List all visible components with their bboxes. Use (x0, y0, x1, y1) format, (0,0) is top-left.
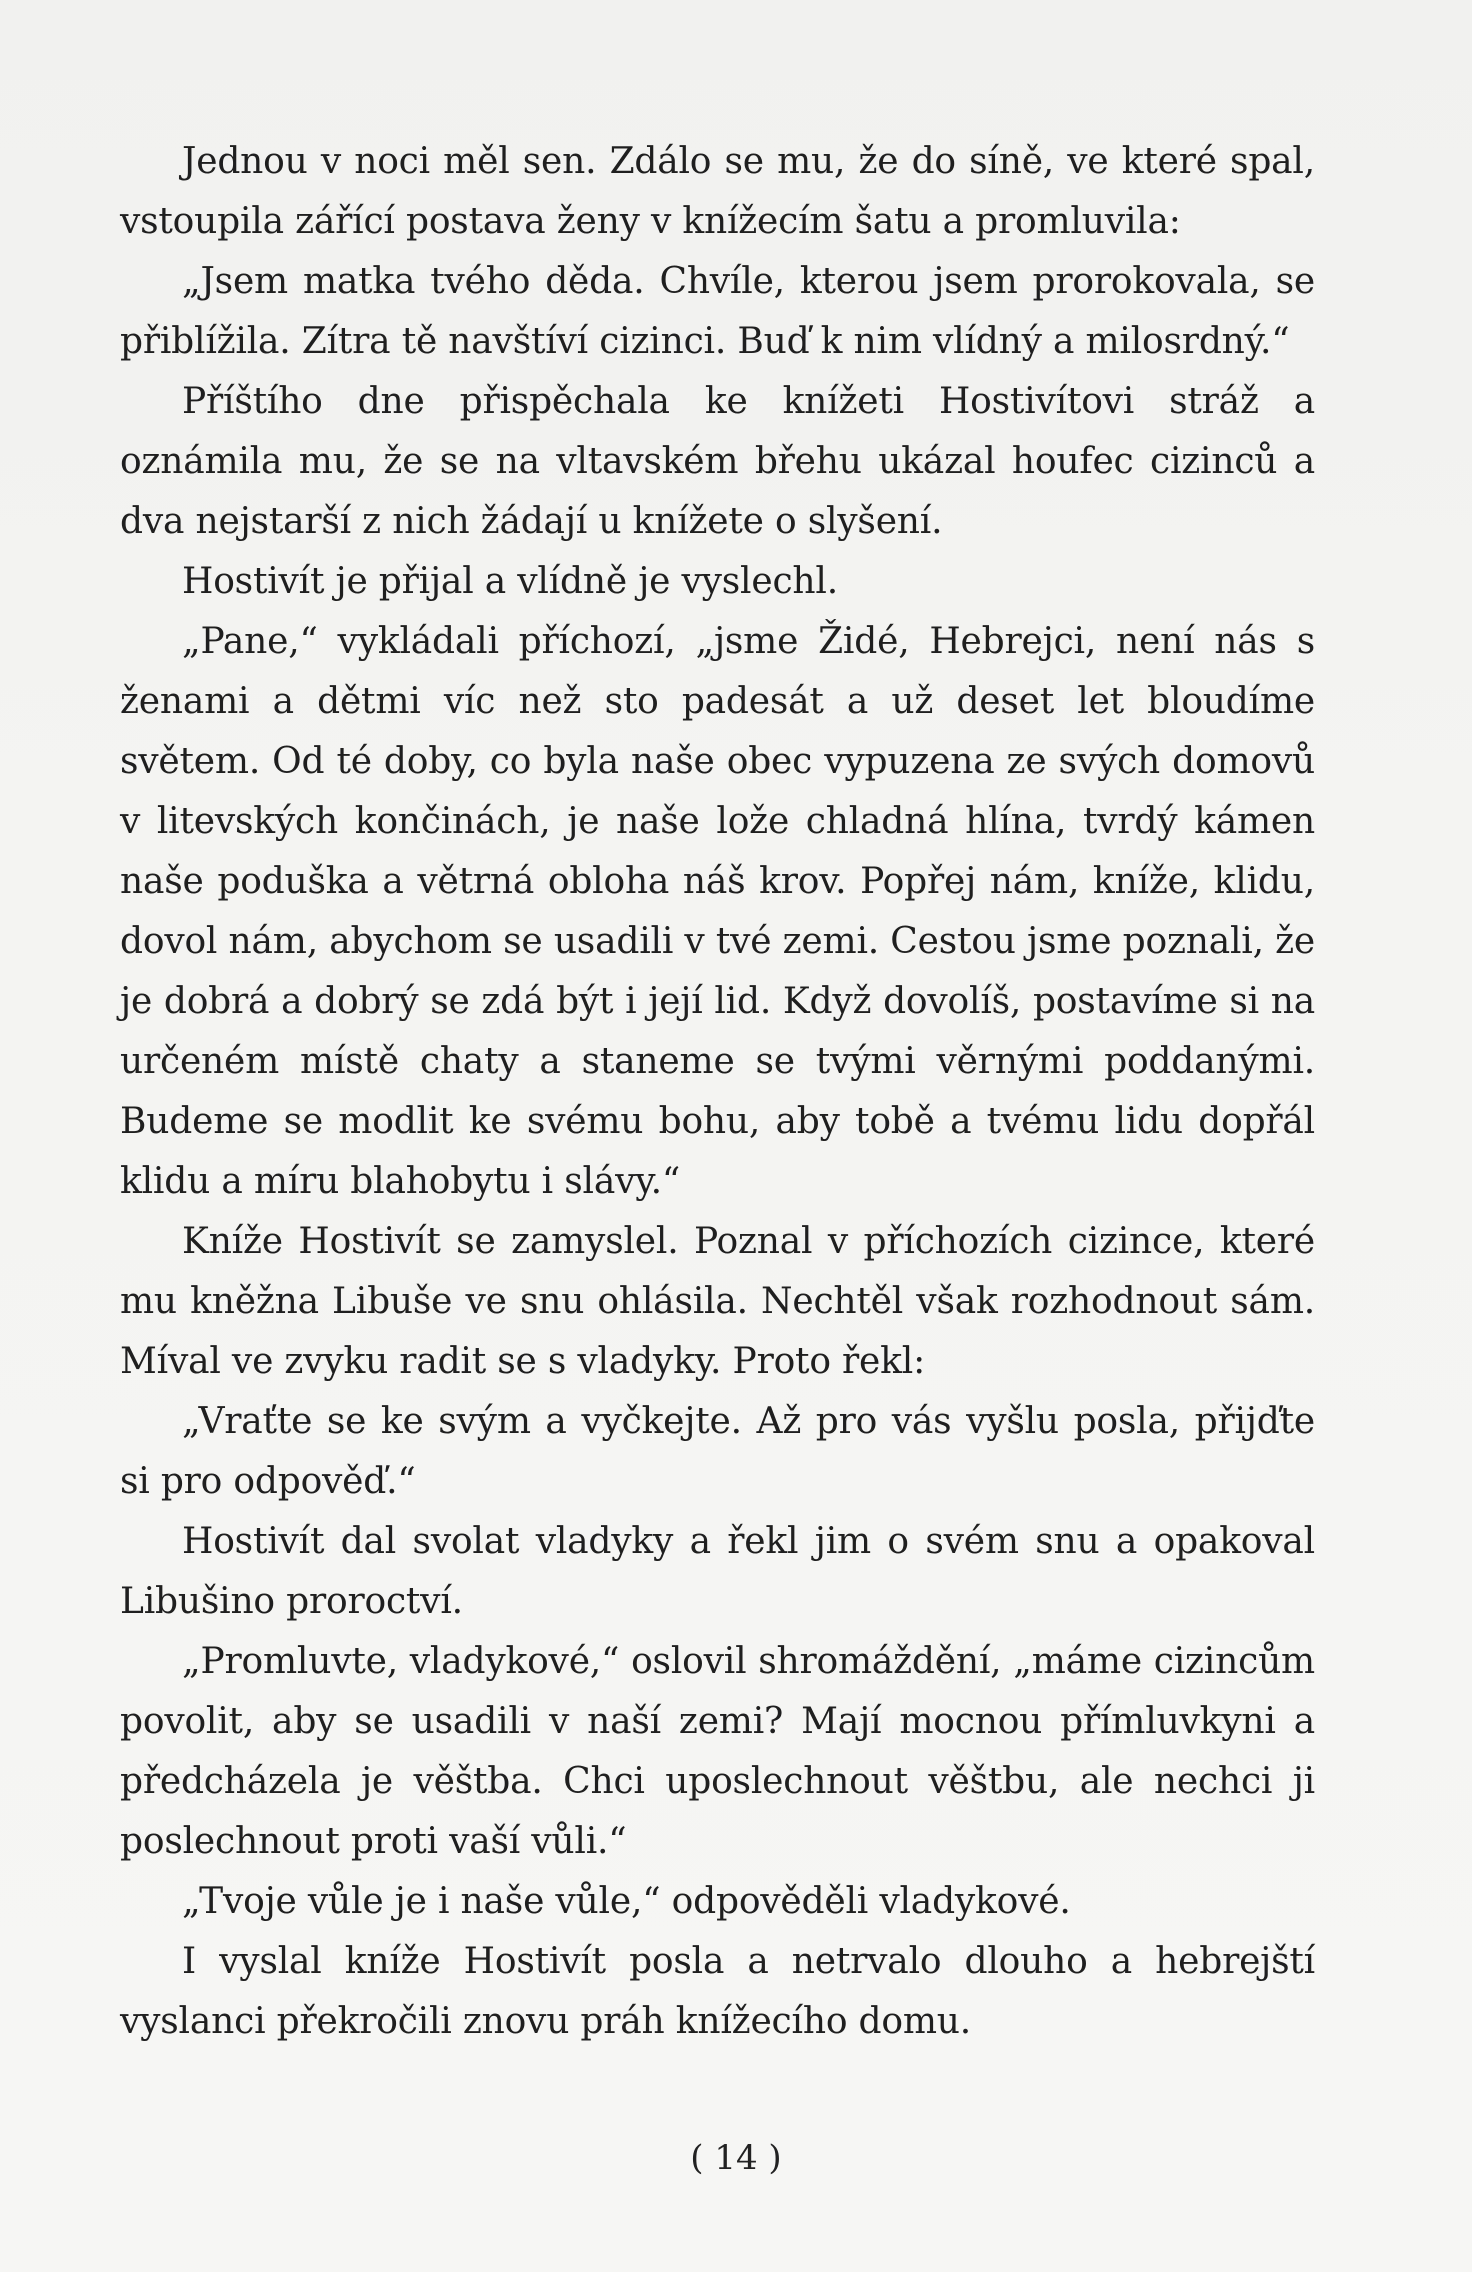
paragraph: I vyslal kníže Hostivít posla a netrvalo dlouho a hebrejští vyslanci překročili znovu práh knížecího domu. (120, 1941, 1315, 2042)
paragraph: Hostivít je přijal a vlídně je vyslechl. (182, 561, 838, 602)
paragraph: Příštího dne přispěchala ke knížeti Hostivítovi stráž a oznámila mu, že se na vltavském břehu ukázal houfec cizinců a dva nejstarší z nich žádají u knížete o slyšení. (120, 381, 1315, 542)
paragraph: Kníže Hostivít se zamyslel. Poznal v příchozích cizince, které mu kněžna Libuše ve snu ohlásila. Nechtěl však rozhodnout sám. Míval ve zvyku radit se s vladyky. Proto řekl: (120, 1221, 1315, 1382)
body-text (120, 132, 1315, 2052)
paragraph: Jednou v noci měl sen. Zdálo se mu, že do síně, ve které spal, vstoupila zářící postava ženy v knížecím šatu a promluvila: (120, 141, 1315, 242)
paragraph: „Tvoje vůle je i naše vůle,“ odpověděli vladykové. (182, 1881, 1071, 1922)
paragraph: Hostivít dal svolat vladyky a řekl jim o svém snu a opakoval Libušino proroctví. (120, 1521, 1315, 1622)
paragraph: „Pane,“ vykládali příchozí, „jsme Židé, Hebrejci, není nás s ženami a dětmi víc než sto padesát a už deset let bloudíme světem. Od té doby, co byla naše obec vypuzena ze svých domovů v litevských končinách, je naše lože chladná hlína, tvrdý kámen naše poduška a větrná obloha náš krov. Popřej nám, kníže, klidu, dovol nám, abychom se usadili v tvé zemi. Cestou jsme poznali, že je dobrá a dobrý se zdá být i její lid. Když dovolíš, postavíme si na určeném místě chaty a staneme se tvými věrnými poddanými. Budeme se modlit ke svému bohu, aby tobě a tvému lidu dopřál klidu a míru blahobytu i slávy.“ (120, 621, 1315, 1202)
paragraph: „Vraťte se ke svým a vyčkejte. Až pro vás vyšlu posla, přijďte si pro odpověď.“ (120, 1401, 1315, 1502)
page-number: ( 14 ) (690, 2138, 782, 2178)
paragraph: „Promluvte, vladykové,“ oslovil shromáždění, „máme cizincům povolit, aby se usadili v naší zemi? Mají mocnou přímluvkyni a předcházela je věštba. Chci uposlechnout věštbu, ale nechci ji poslechnout proti vaší vůli.“ (120, 1641, 1315, 1862)
paragraph: „Jsem matka tvého děda. Chvíle, kterou jsem prorokovala, se přiblížila. Zítra tě navštíví cizinci. Buď k nim vlídný a milosrdný.“ (120, 261, 1315, 362)
